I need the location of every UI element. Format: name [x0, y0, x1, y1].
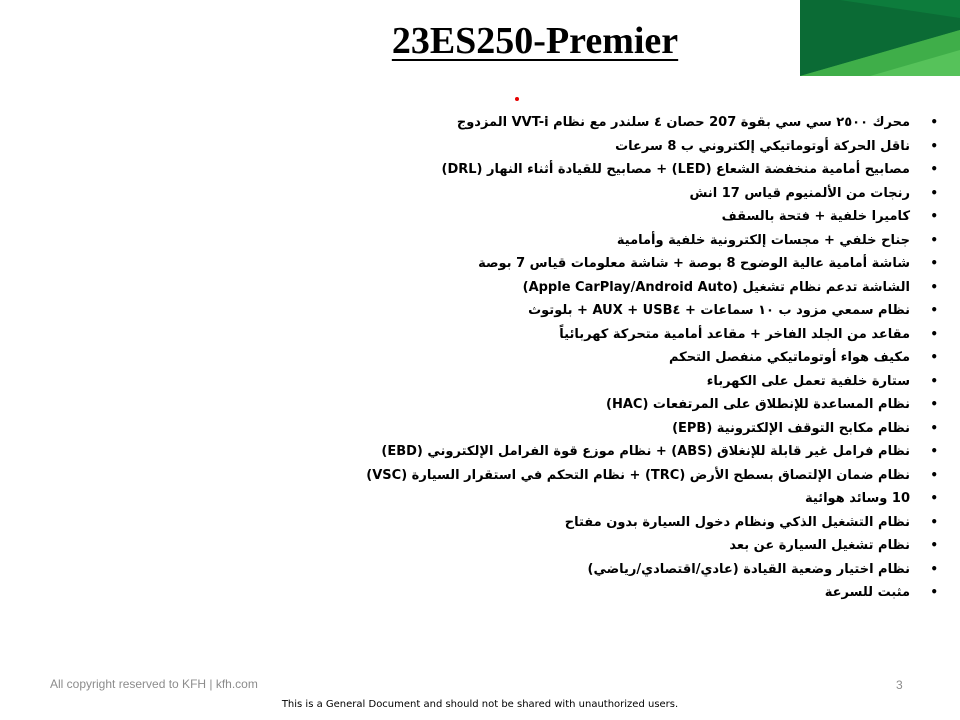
spec-text: نظام المساعدة للإنطلاق على المرتفعات (HAC)	[606, 397, 910, 412]
bullet-icon: •	[930, 397, 938, 411]
page-title: 23ES250-Premier	[391, 20, 679, 62]
spec-item	[298, 182, 938, 206]
spec-text: ستارة خلفية تعمل على الكهرباء	[706, 373, 910, 389]
bullet-icon: •	[930, 256, 938, 270]
bullet-icon: •	[930, 185, 938, 200]
bullet-icon: •	[930, 373, 938, 388]
spec-item	[298, 135, 938, 159]
spec-item	[298, 252, 938, 276]
spec-item	[298, 511, 938, 535]
bullet-icon: •	[930, 491, 938, 505]
spec-text: مكيف هواء أوتوماتيكي منفصل التحكم	[668, 350, 910, 365]
spec-text: جناح خلفي + مجسات إلكترونية خلفية وأمامية	[616, 232, 910, 248]
bullet-icon: •	[930, 514, 938, 529]
spec-item	[298, 370, 938, 394]
spec-item	[298, 558, 938, 582]
spec-item	[298, 299, 938, 323]
spec-item	[298, 534, 938, 558]
bullet-icon: •	[930, 303, 938, 317]
bullet-icon: •	[930, 232, 938, 247]
spec-item	[298, 205, 938, 229]
bullet-icon: •	[930, 444, 938, 458]
bullet-icon: •	[930, 279, 938, 294]
spec-text: رنجات من الألمنيوم قياس 17 انش	[689, 185, 910, 201]
spec-text: نظام مكابح التوقف الإلكترونية (EPB)	[672, 420, 910, 436]
spec-text: نظام اختيار وضعية القيادة (عادي/اقتصادي/رياضي)	[587, 561, 910, 577]
spec-text: مصابيح أمامية منخفضة الشعاع (LED) + مصابيح للقيادة أثناء النهار (DRL)	[441, 162, 910, 177]
spec-item	[298, 581, 938, 605]
bullet-icon: •	[930, 162, 938, 176]
spec-text: نظام سمعي مزود ب ١٠ سماعات + AUX + USB٤ + بلوتوث	[528, 303, 910, 318]
spec-text: مثبت للسرعة	[824, 585, 910, 600]
spec-text: الشاشة تدعم نظام تشغيل (Apple CarPlay/Android Auto)	[522, 279, 910, 295]
copyright-text: All copyright reserved to KFH | kfh.com	[50, 677, 258, 691]
spec-text: نظام فرامل غير قابلة للإنغلاق (ABS) + نظام موزع قوة الفرامل الإلكتروني (EBD)	[381, 444, 910, 459]
spec-text: ناقل الحركة أوتوماتيكي إلكتروني ب 8 سرعات	[615, 138, 910, 154]
bullet-icon: •	[930, 561, 938, 576]
bullet-icon: •	[930, 538, 938, 552]
spec-text: مقاعد من الجلد الفاخر + مقاعد أمامية متحركة كهربائياً	[559, 326, 910, 342]
spec-item	[298, 276, 938, 300]
bullet-icon: •	[930, 467, 938, 482]
bullet-icon: •	[930, 115, 938, 129]
spec-text: كاميرا خلفية + فتحة بالسقف	[721, 209, 910, 224]
bullet-icon: •	[930, 326, 938, 341]
spec-item	[298, 417, 938, 441]
bullet-icon: •	[930, 420, 938, 435]
spec-text: نظام ضمان الإلتصاق بسطح الأرض (TRC) + نظام التحكم في استقرار السيارة (VSC)	[366, 467, 910, 483]
spec-item	[298, 440, 938, 464]
spec-item	[298, 158, 938, 182]
bullet-icon: •	[930, 138, 938, 153]
accent-dot	[515, 97, 519, 101]
bullet-icon: •	[930, 209, 938, 223]
spec-item	[298, 229, 938, 253]
spec-item	[298, 464, 938, 488]
bullet-icon: •	[930, 585, 938, 599]
spec-item	[298, 346, 938, 370]
spec-text: شاشة أمامية عالية الوضوح 8 بوصة + شاشة معلومات قياس 7 بوصة	[478, 256, 910, 271]
spec-list	[298, 111, 938, 605]
bullet-icon: •	[930, 350, 938, 364]
spec-item	[298, 487, 938, 511]
spec-text: نظام التشغيل الذكي ونظام دخول السيارة بدون مفتاح	[564, 514, 910, 530]
spec-text: 10 وسائد هوائية	[805, 491, 910, 506]
page-number: 3	[896, 678, 903, 692]
spec-text: نظام تشغيل السيارة عن بعد	[729, 538, 910, 553]
spec-item	[298, 111, 938, 135]
spec-item	[298, 323, 938, 347]
disclaimer-text: This is a General Document and should not be shared with unauthorized users.	[281, 699, 679, 710]
spec-item	[298, 393, 938, 417]
spec-text: محرك ٢٥٠٠ سي سي بقوة 207 حصان ٤ سلندر مع نظام VVT-i المزدوج	[456, 115, 910, 130]
